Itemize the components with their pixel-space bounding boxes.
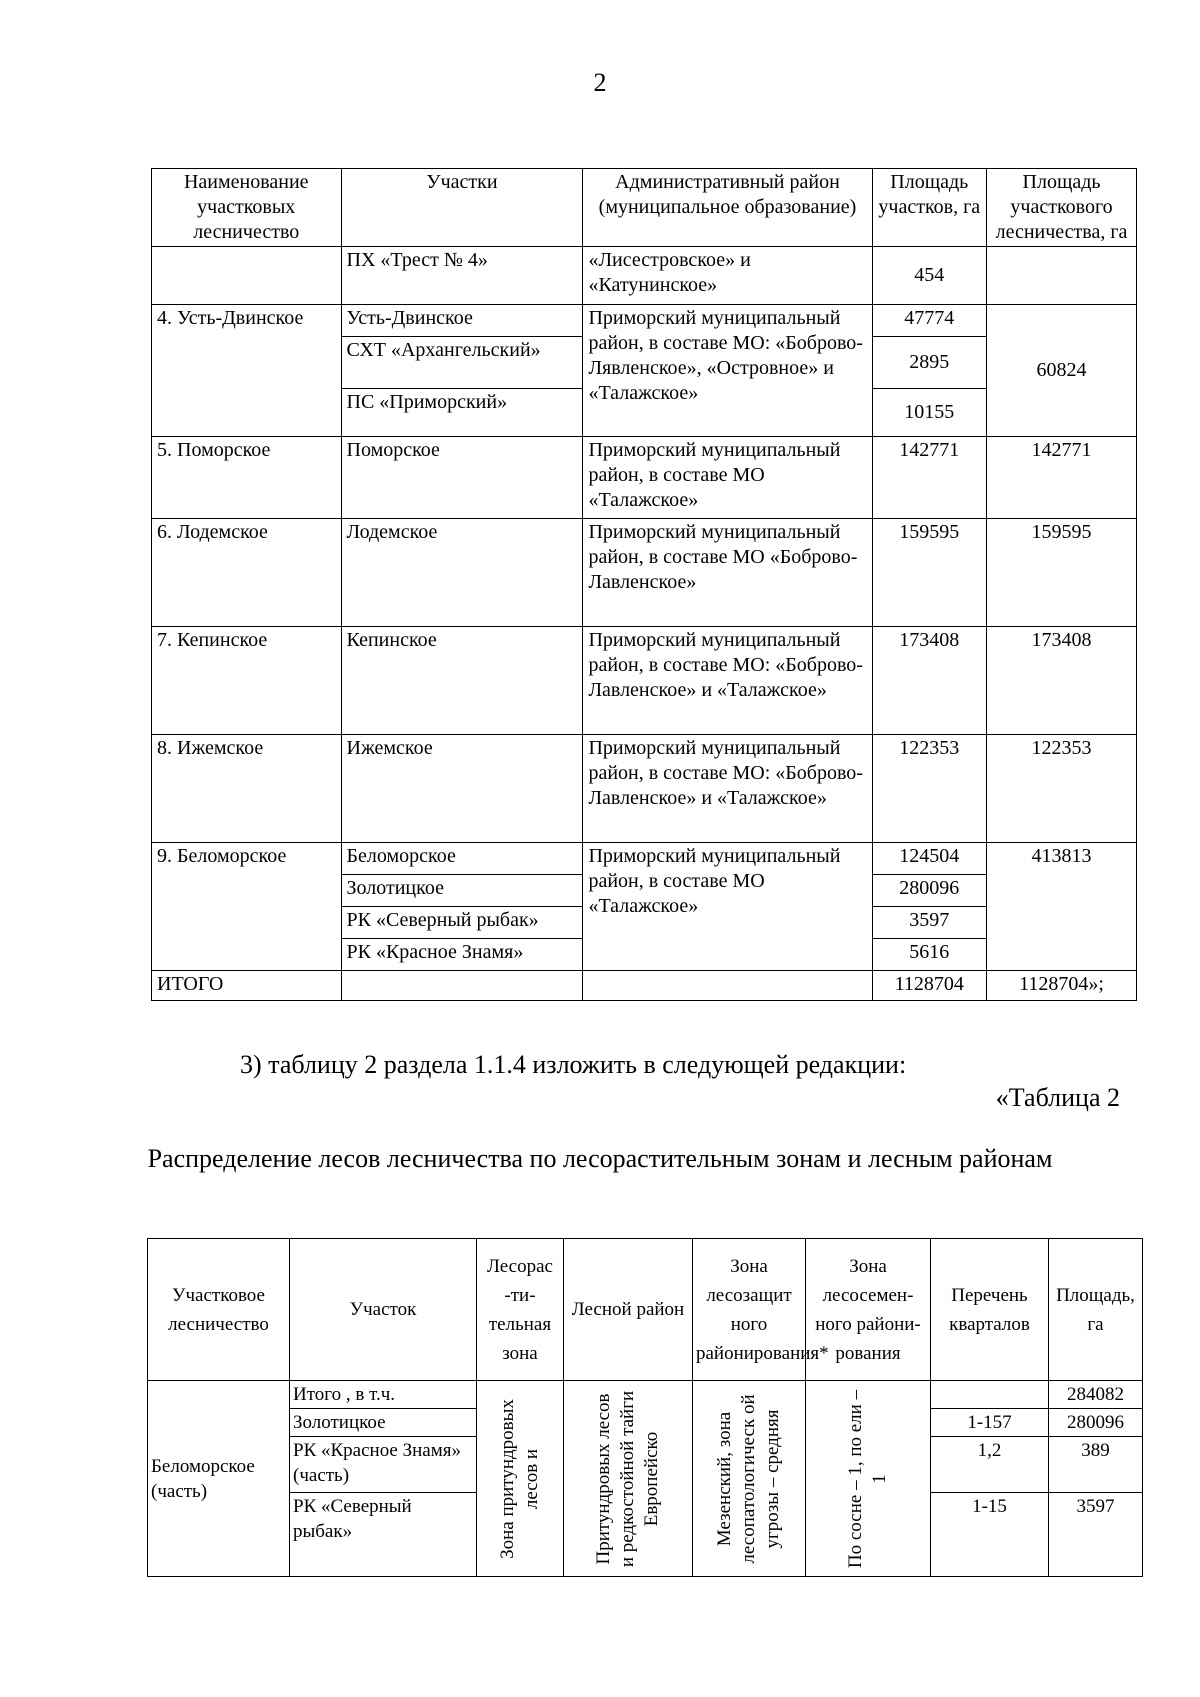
plot-cell: РК «Северный рыбак» — [341, 907, 583, 939]
header-plot-area: Площадь участков, га — [872, 169, 987, 247]
area-cell: 280096 — [872, 875, 987, 907]
forestry-cell: 5. Поморское — [152, 437, 342, 519]
area-cell: 284082 — [1049, 1381, 1143, 1409]
table-row — [152, 735, 1137, 843]
total-cell: 173408 — [987, 627, 1137, 735]
header-plot: Участок — [290, 1239, 477, 1381]
table-header-row — [152, 169, 1137, 247]
total-cell: 122353 — [987, 735, 1137, 843]
vegetation-zone-text: Зона притундровых лесов и — [497, 1398, 542, 1559]
forestry-cell: 8. Ижемское — [152, 735, 342, 843]
table-row — [148, 1381, 1143, 1409]
table-row — [152, 627, 1137, 735]
total-cell: 60824 — [987, 305, 1137, 437]
header-forestry: Участковое лесничество — [148, 1239, 290, 1381]
district-cell: Приморский муниципальный район, в составе МО «Талажское» — [583, 843, 872, 971]
area-cell: 2895 — [872, 337, 987, 389]
table-total-row — [152, 971, 1137, 1001]
area-cell: 122353 — [872, 735, 987, 843]
forestry-cell: 7. Кепинское — [152, 627, 342, 735]
plot-cell: РК «Северный рыбак» — [290, 1493, 477, 1577]
plot-cell: Поморское — [341, 437, 583, 519]
header-district: Административный район (муниципальное образование) — [583, 169, 872, 247]
forest-region-cell — [564, 1381, 693, 1577]
forest-region-text: Притундровых лесов и редкостойной тайги Европейско — [593, 1390, 662, 1567]
plot-cell: Беломорское — [341, 843, 583, 875]
forestry-cell: Беломорское (часть) — [148, 1381, 290, 1577]
forestry-cell: 4. Усть-Двинское — [152, 305, 342, 437]
area-cell: 124504 — [872, 843, 987, 875]
area-cell: 142771 — [872, 437, 987, 519]
protection-zone-text: Мезенский, зона лесопатологическ ой угрозы – средняя — [714, 1393, 783, 1564]
area-cell: 5616 — [872, 939, 987, 971]
header-area: Площадь, га — [1049, 1239, 1143, 1381]
table-caption-label: «Таблица 2 — [995, 1083, 1120, 1112]
total-label-cell: ИТОГО — [152, 971, 342, 1001]
district-cell: Приморский муниципальный район, в составе МО «Талажское» — [583, 437, 872, 519]
table2-title: Распределение лесов лесничества по лесорастительным зонам и лесным районам — [147, 1144, 1053, 1173]
area-cell: 173408 — [872, 627, 987, 735]
seed-zone-cell — [806, 1381, 931, 1577]
plot-cell: РК «Красное Знамя» (часть) — [290, 1437, 477, 1493]
district-cell: Приморский муниципальный район, в составе МО: «Боброво-Лавленское» и «Талажское» — [583, 627, 872, 735]
table-header-row — [148, 1239, 1143, 1381]
total-cell — [987, 247, 1137, 305]
area-cell: 454 — [872, 247, 987, 305]
total-cell: 413813 — [987, 843, 1137, 971]
district-cell — [583, 971, 872, 1001]
table-row — [152, 305, 1137, 337]
area-cell: 3597 — [872, 907, 987, 939]
vegetation-zone-cell — [477, 1381, 564, 1577]
plot-cell: ПХ «Трест № 4» — [341, 247, 583, 305]
plot-cell: РК «Красное Знамя» — [341, 939, 583, 971]
forestry-plots-table — [151, 168, 1137, 1001]
plot-cell: Золотицкое — [341, 875, 583, 907]
header-protection-zone: Зона лесозащит ного районирования* — [693, 1239, 806, 1381]
plot-cell: Лодемское — [341, 519, 583, 627]
header-quarters: Перечень кварталов — [931, 1239, 1049, 1381]
protection-zone-cell — [693, 1381, 806, 1577]
total-cell: 142771 — [987, 437, 1137, 519]
plot-cell: СХТ «Архангельский» — [341, 337, 583, 389]
area-cell: 10155 — [872, 389, 987, 437]
plot-cell: Усть-Двинское — [341, 305, 583, 337]
plot-cell: Ижемское — [341, 735, 583, 843]
table-row — [152, 843, 1137, 875]
table-row — [152, 519, 1137, 627]
forest-zones-table — [147, 1238, 1143, 1577]
table-row — [152, 437, 1137, 519]
instruction-paragraph: 3) таблицу 2 раздела 1.1.4 изложить в следующей редакции: — [240, 1050, 907, 1079]
area-cell: 389 — [1049, 1437, 1143, 1493]
header-vegetation-zone: Лесорас -ти- тельная зона — [477, 1239, 564, 1381]
district-cell: Приморский муниципальный район, в составе МО «Боброво-Лавленское» — [583, 519, 872, 627]
plot-cell: Золотицкое — [290, 1409, 477, 1437]
forestry-cell: 9. Беломорское — [152, 843, 342, 971]
area-cell: 3597 — [1049, 1493, 1143, 1577]
district-cell: «Лисестровское» и «Катунинское» — [583, 247, 872, 305]
plot-cell: ПС «Приморский» — [341, 389, 583, 437]
plot-cell: Кепинское — [341, 627, 583, 735]
header-forestry: Наименование участковых лесничество — [152, 169, 342, 247]
plot-cell: Итого , в т.ч. — [290, 1381, 477, 1409]
quarters-cell — [931, 1381, 1049, 1409]
header-forest-region: Лесной район — [564, 1239, 693, 1381]
header-seed-zone: Зона лесосемен- ного райони- рования — [806, 1239, 931, 1381]
header-forestry-area: Площадь участкового лесничества, га — [987, 169, 1137, 247]
area-cell: 1128704 — [872, 971, 987, 1001]
area-cell: 280096 — [1049, 1409, 1143, 1437]
total-cell: 1128704»; — [987, 971, 1137, 1001]
header-plots: Участки — [341, 169, 583, 247]
forestry-cell: 6. Лодемское — [152, 519, 342, 627]
table-row — [152, 247, 1137, 305]
quarters-cell: 1,2 — [931, 1437, 1049, 1493]
plot-cell — [341, 971, 583, 1001]
quarters-cell: 1-157 — [931, 1409, 1049, 1437]
district-cell: Приморский муниципальный район, в составе МО: «Боброво-Лавленское» и «Талажское» — [583, 735, 872, 843]
district-cell: Приморский муниципальный район, в составе МО: «Боброво-Лявленское», «Островное» и «Талажское» — [583, 305, 872, 437]
area-cell: 47774 — [872, 305, 987, 337]
page-number: 2 — [593, 68, 607, 97]
seed-zone-text: По сосне – 1, по ели – 1 — [845, 1389, 890, 1568]
total-cell: 159595 — [987, 519, 1137, 627]
forestry-cell — [152, 247, 342, 305]
quarters-cell: 1-15 — [931, 1493, 1049, 1577]
area-cell: 159595 — [872, 519, 987, 627]
